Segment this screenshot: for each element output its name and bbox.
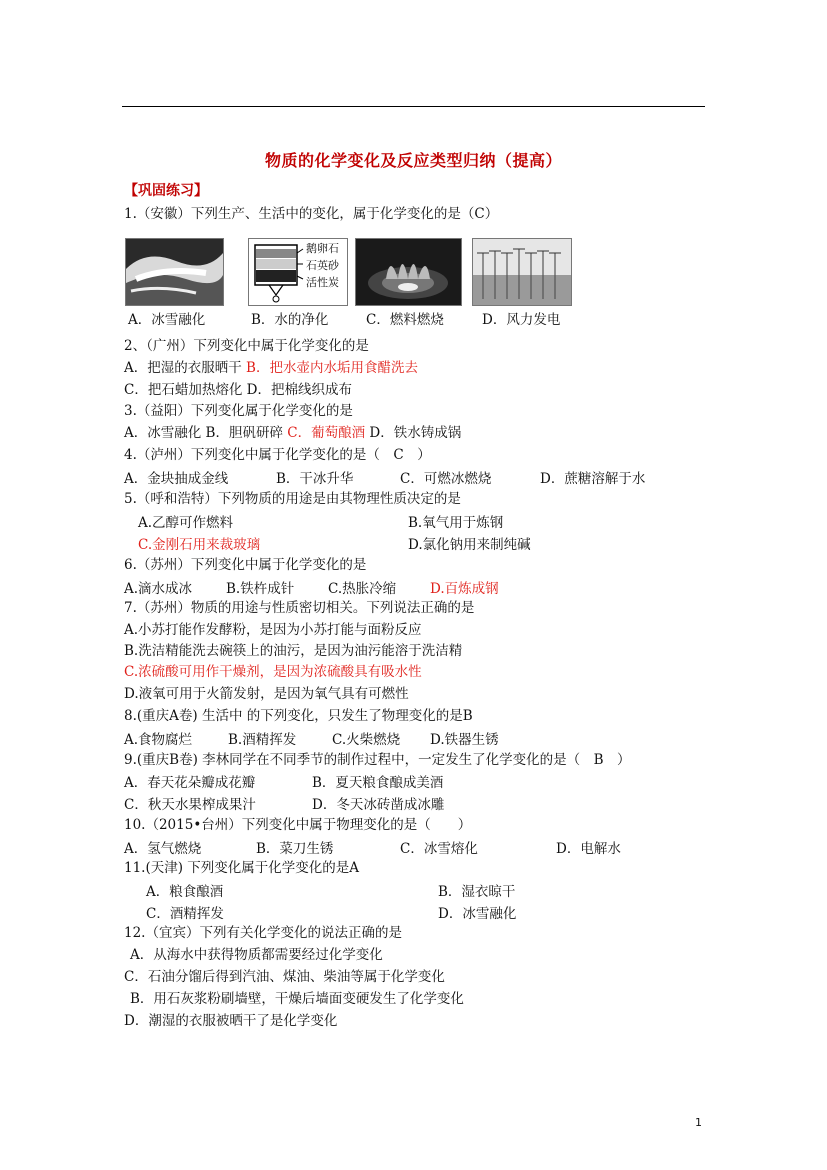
option-a: A．把湿的衣服晒干 <box>124 360 242 376</box>
option-c-answer: C.浓硫酸可用作干燥剂，是因为浓硫酸具有吸水性 <box>124 664 422 680</box>
page-title: 物质的化学变化及反应类型归纳（提高） <box>264 151 562 170</box>
question-1-stem: 1.（安徽）下列生产、生活中的变化，属于化学变化的是（C） <box>124 206 499 222</box>
option-c: C.热胀冷缩 <box>328 581 397 597</box>
option-d: D.液氧可用于火箭发射，是因为氧气具有可燃性 <box>124 686 409 702</box>
figure-label-quartz-sand: 石英砂 <box>306 259 339 272</box>
figure-caption-d: D．风力发电 <box>482 312 561 328</box>
figure-caption-c: C．燃料燃烧 <box>366 312 444 328</box>
option-a: A.乙醇可作燃料 <box>138 515 234 531</box>
option-c: C．秋天水果榨成果汁 <box>124 797 256 813</box>
question-2-options-cd <box>124 380 352 400</box>
page-number: 1 <box>695 1116 702 1129</box>
header-rule <box>122 106 705 107</box>
option-c-answer: C．葡萄酿酒 <box>287 425 366 441</box>
option-a: A．冰雪融化 <box>124 425 202 441</box>
question-3-options <box>124 423 461 443</box>
question-3-stem: 3.（益阳）下列变化属于化学变化的是 <box>124 403 353 419</box>
option-c: C.火柴燃烧 <box>332 732 401 748</box>
option-a: A．春天花朵瓣成花瓣 <box>124 775 256 791</box>
option-a: A．金块抽成金线 <box>124 471 229 487</box>
option-c: C．把石蜡加热熔化 <box>124 382 243 398</box>
option-b: B．胆矾研碎 <box>205 425 283 441</box>
option-b-answer: B．把水壶内水垢用食醋洗去 <box>246 360 418 376</box>
figure-caption-a: A．冰雪融化 <box>128 312 206 328</box>
option-b: B．夏天粮食酿成美酒 <box>312 775 444 791</box>
option-a: A．粮食酿酒 <box>146 884 224 900</box>
option-d: D.氯化钠用来制纯碱 <box>408 537 531 553</box>
option-b: B．干冰升华 <box>276 471 354 487</box>
question-9-stem: 9.(重庆B卷) 李林同学在不同季节的制作过程中，一定发生了化学变化的是（ B ） <box>124 752 631 768</box>
option-b: B．用石灰浆粉刷墙壁，干燥后墙面变硬发生了化学变化 <box>130 991 464 1007</box>
figure-label-pebbles: 鹅卵石 <box>306 242 339 255</box>
option-b: B.铁杵成针 <box>226 581 295 597</box>
option-d: D．冰雪融化 <box>438 906 517 922</box>
option-a: A．从海水中获得物质都需要经过化学变化 <box>130 947 383 963</box>
question-5-stem: 5.（呼和浩特）下列物质的用途是由其物理性质决定的是 <box>124 491 461 507</box>
option-b: B.氧气用于炼钢 <box>408 515 504 531</box>
option-a: A.食物腐烂 <box>124 732 193 748</box>
question-11-stem: 11.(天津) 下列变化属于化学变化的是A <box>124 860 360 876</box>
question-8-stem: 8.(重庆A卷) 生活中 的下列变化，只发生了物理变化的是B <box>124 708 473 724</box>
option-c: C．酒精挥发 <box>146 906 224 922</box>
option-d: D．冬天冰砖凿成冰雕 <box>312 797 445 813</box>
option-b: B.洗洁精能洗去碗筷上的油污，是因为油污能溶于洗洁精 <box>124 643 463 659</box>
figure-water-purification <box>248 238 348 306</box>
question-2-options-ab <box>124 358 418 378</box>
option-d: D．电解水 <box>556 841 621 857</box>
option-d: D.铁器生锈 <box>430 732 499 748</box>
option-b: B.酒精挥发 <box>228 732 297 748</box>
option-d: D．铁水铸成锅 <box>369 425 462 441</box>
option-c-answer: C.金刚石用来裁玻璃 <box>138 537 261 553</box>
option-a: A.小苏打能作发酵粉，是因为小苏打能与面粉反应 <box>124 622 422 638</box>
option-d: D．蔗糖溶解于水 <box>540 471 646 487</box>
question-4-stem: 4.（泸州）下列变化中属于化学变化的是（ C ） <box>124 447 431 463</box>
option-c: C．冰雪熔化 <box>400 841 478 857</box>
figure-ice-melting <box>125 238 224 306</box>
option-b: B．湿衣晾干 <box>438 884 516 900</box>
question-12-stem: 12.（宜宾）下列有关化学变化的说法正确的是 <box>124 925 402 941</box>
question-2-stem: 2、（广州）下列变化中属于化学变化的是 <box>124 338 369 354</box>
option-d: D．潮湿的衣服被晒干了是化学变化 <box>124 1013 338 1029</box>
question-7-stem: 7.（苏州）物质的用途与性质密切相关。下列说法正确的是 <box>124 600 475 616</box>
question-6-stem: 6.（苏州）下列变化中属于化学变化的是 <box>124 557 367 573</box>
question-10-stem: 10.（2015•台州）下列变化中属于物理变化的是（ ） <box>124 817 472 833</box>
option-d: D．把棉线织成布 <box>246 382 352 398</box>
figure-caption-b: B．水的净化 <box>251 312 329 328</box>
option-c: C．可燃冰燃烧 <box>400 471 492 487</box>
option-a: A.滴水成冰 <box>124 581 193 597</box>
option-c: C．石油分馏后得到汽油、煤油、柴油等属于化学变化 <box>124 969 445 985</box>
section-heading: 【巩固练习】 <box>124 183 208 199</box>
option-b: B．菜刀生锈 <box>256 841 334 857</box>
option-a: A．氢气燃烧 <box>124 841 202 857</box>
figure-fuel-burning <box>355 238 462 306</box>
option-d-answer: D.百炼成钢 <box>430 581 499 597</box>
figure-wind-power <box>472 238 572 306</box>
figure-label-activated-carbon: 活性炭 <box>306 276 339 289</box>
